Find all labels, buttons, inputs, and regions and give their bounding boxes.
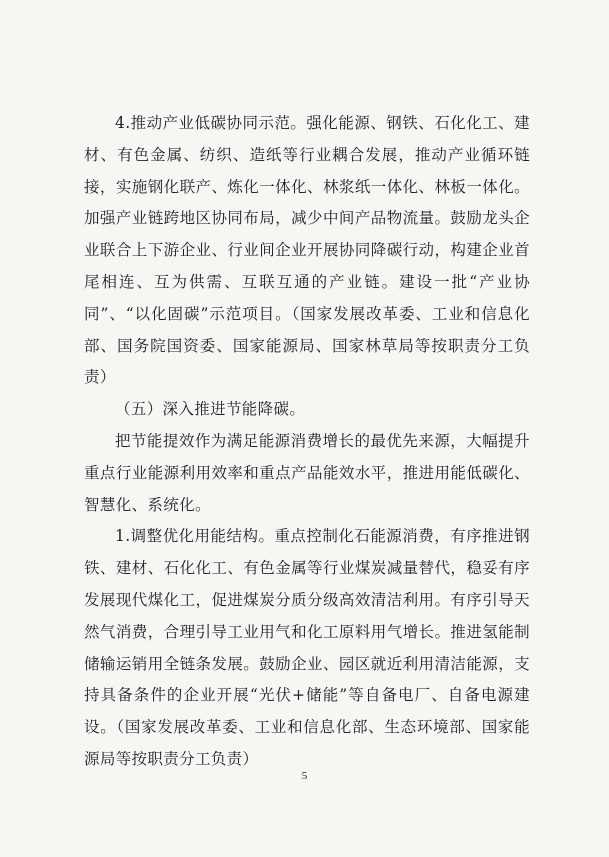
- paragraph-energy-structure: 1.调整优化用能结构。重点控制化石能源消费，有序推进钢铁、建材、石化化工、有色金属等行业煤炭减量替代，稳妥有序发展现代煤化工，促进煤炭分质分级高效清洁利用。有序引导天然气消费，合理引导工业用气和化工原料用气增长。推进氢能制储输运销用全链条发展。鼓励企业、园区就近利用清洁能源，支持具备条件的企业开展“光伏+储能”等自备电厂、自备电源建设。（国家发展改革委、工业和信息化部、生态环境部、国家能源局等按职责分工负责）: [84, 527, 530, 768]
- paragraph-industrial-synergy: 4.推动产业低碳协同示范。强化能源、钢铁、石化化工、建材、有色金属、纺织、造纸等行业耦合发展，推动产业循环链接，实施钢化联产、炼化一体化、林浆纸一体化、林板一体化。加强产业链跨地区协同布局，减少中间产品物流量。鼓励龙头企业联合上下游企业、行业间企业开展协同降碳行动，构建企业首尾相连、互为供需、互联互通的产业链。建设一批“产业协同”、“以化固碳”示范项目。（国家发展改革委、工业和信息化部、国务院国资委、国家能源局、国家林草局等按职责分工负责）: [84, 114, 530, 387]
- section-heading-energy-saving: （五）深入推进节能降碳。: [115, 400, 306, 419]
- document-body: [84, 108, 530, 776]
- page-number: 5: [301, 770, 308, 782]
- paragraph-energy-efficiency-intro: 把节能提效作为满足能源消费增长的最优先来源，大幅提升重点行业能源利用效率和重点产品能效水平，推进用能低碳化、智慧化、系统化。: [84, 431, 530, 514]
